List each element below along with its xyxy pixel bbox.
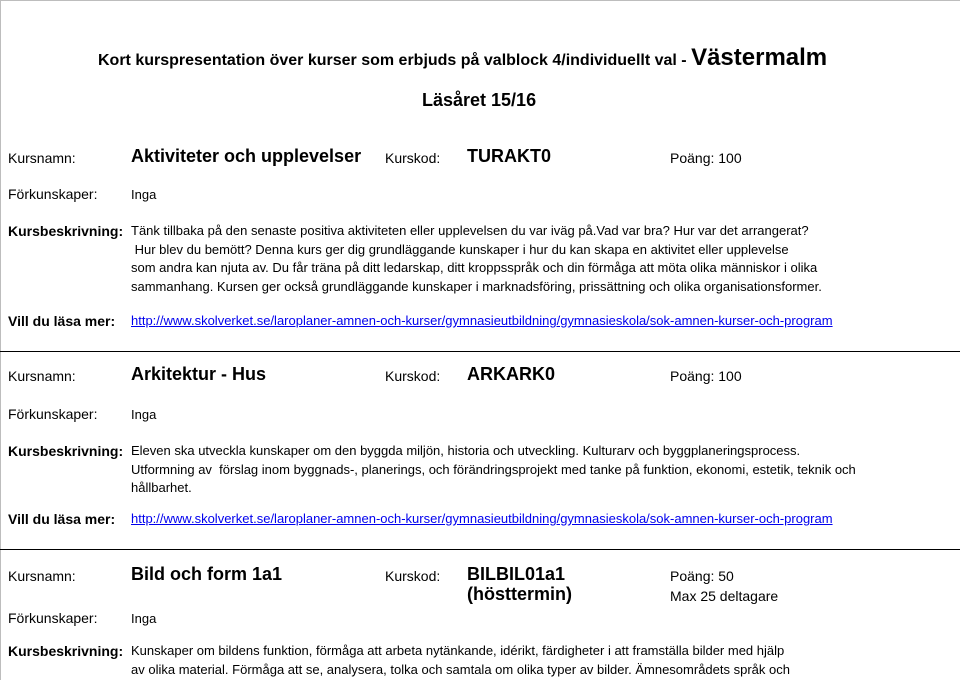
description-line: sammanhang. Kursen ger också grundläggande kunskaper i marknadsföring, prissättning och olika organisationsformer.	[131, 278, 822, 294]
course-points: 100	[718, 150, 742, 166]
page-border-top	[0, 0, 960, 1]
kursbeskrivning-label: Kursbeskrivning:	[8, 643, 124, 659]
course-description	[131, 442, 931, 498]
page-border-left	[0, 0, 1, 680]
course-divider	[0, 351, 960, 352]
school-name: Västermalm	[691, 44, 828, 71]
course-name: Aktiviteter och upplevelser	[131, 146, 362, 166]
course-code: BILBIL01a1	[467, 564, 566, 584]
description-line: som andra kan njuta av. Du får träna på ditt ledarskap, ditt kroppsspråk och din förmåga att möta olika människor i olika	[131, 260, 818, 275]
course-points: 100	[718, 368, 742, 384]
title-text: Kort kurspresentation över kurser som erbjuds på valblock 4/individuellt val -	[98, 52, 692, 69]
course-prerequisites: Inga	[131, 611, 157, 626]
forkunskaper-label: Förkunskaper:	[8, 610, 98, 626]
kursbeskrivning-label: Kursbeskrivning:	[8, 443, 124, 459]
course-description	[131, 642, 931, 679]
kurskod-label: Kurskod:	[385, 368, 441, 384]
kursnamn-label: Kursnamn:	[8, 568, 76, 584]
skolverket-link[interactable]: http://www.skolverket.se/laroplaner-amnen-och-kurser/gymnasieutbildning/gymnasieskola/sok-amnen-kurser-och-program	[131, 313, 833, 328]
page-title	[98, 44, 827, 72]
course-name: Arkitektur - Hus	[131, 364, 267, 384]
description-line: Utformning av förslag inom byggnads-, planerings, och förändringsprojekt med tanke på funktion, ekonomi, estetik, teknik och	[131, 461, 856, 477]
kurskod-label: Kurskod:	[385, 150, 441, 166]
course-code: TURAKT0	[467, 146, 551, 166]
description-line: hållbarhet.	[131, 480, 192, 495]
forkunskaper-label: Förkunskaper:	[8, 186, 98, 202]
skolverket-link[interactable]: http://www.skolverket.se/laroplaner-amnen-och-kurser/gymnasieutbildning/gymnasieskola/sok-amnen-kurser-och-program	[131, 511, 833, 526]
course-code: ARKARK0	[467, 364, 556, 384]
course-name: Bild och form 1a1	[131, 564, 283, 584]
poang-label: Poäng: 100	[670, 368, 742, 384]
course-description	[131, 222, 931, 296]
school-year: Läsåret 15/16	[422, 90, 537, 110]
course-prerequisites: Inga	[131, 407, 157, 422]
course-divider	[0, 549, 960, 550]
kursnamn-label: Kursnamn:	[8, 150, 76, 166]
kurskod-label: Kurskod:	[385, 568, 441, 584]
description-line: av olika material. Förmåga att se, analysera, tolka och samtala om olika typer av bilder. Ämnesområdets språk och	[131, 661, 790, 677]
course-points: 50	[718, 568, 734, 584]
description-line: Kunskaper om bildens funktion, förmåga att arbeta nytänkande, idérikt, färdigheter i att framställa bilder med hjälp	[131, 643, 785, 658]
kursbeskrivning-label: Kursbeskrivning:	[8, 223, 124, 239]
forkunskaper-label: Förkunskaper:	[8, 406, 98, 422]
course-term: (hösttermin)	[467, 584, 572, 604]
kursnamn-label: Kursnamn:	[8, 368, 76, 384]
vill-du-lasa-mer-label: Vill du läsa mer:	[8, 313, 116, 329]
max-participants: Max 25 deltagare	[670, 588, 779, 604]
poang-label: Poäng: 50	[670, 568, 734, 584]
course-prerequisites: Inga	[131, 187, 157, 202]
vill-du-lasa-mer-label: Vill du läsa mer:	[8, 511, 116, 527]
description-line: Tänk tillbaka på den senaste positiva aktiviteten eller upplevelsen du var iväg på.Vad var bra? Hur var det arrangerat?	[131, 223, 809, 238]
description-line: Eleven ska utveckla kunskaper om den byggda miljön, historia och utveckling. Kulturarv och byggplaneringsprocess.	[131, 443, 801, 458]
poang-label: Poäng: 100	[670, 150, 742, 166]
description-line: Hur blev du bemött? Denna kurs ger dig grundläggande kunskaper i hur du kan skapa en aktivitet eller upplevelse	[131, 241, 789, 257]
